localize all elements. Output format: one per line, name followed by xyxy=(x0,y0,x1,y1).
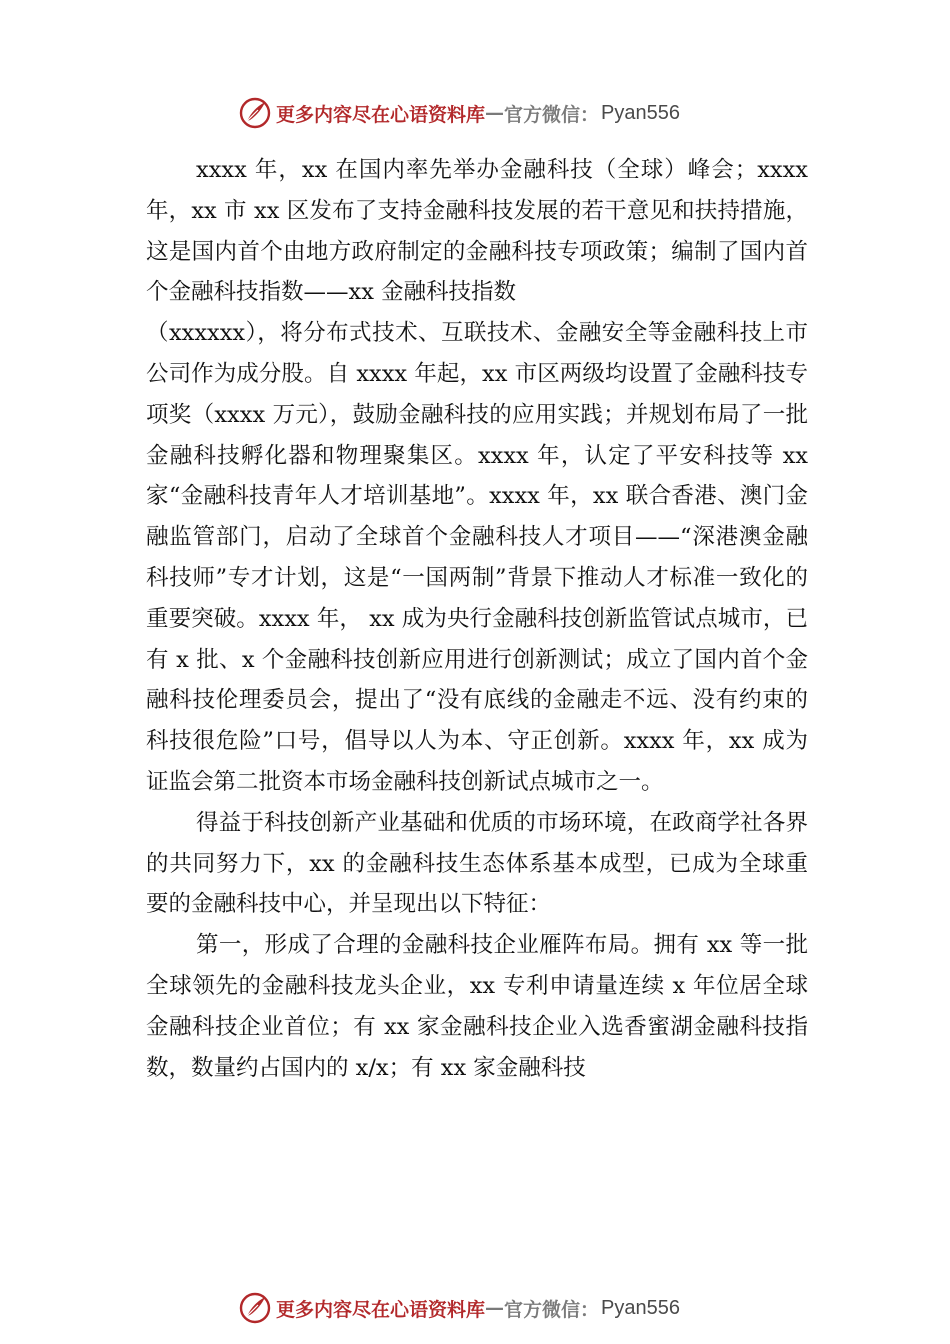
header-channel: 官方微信： xyxy=(504,103,600,126)
header-dash: — xyxy=(485,102,505,124)
quill-pen-circle-icon xyxy=(238,1291,272,1325)
footer-wechat-id: Pyan556 xyxy=(601,1296,680,1319)
paragraph-2: （xxxxxx），将分布式技术、互联技术、金融安全等金融科技上市公司作为成分股。自 xxxx 年起，xx 市区两级均设置了金融科技专项奖（xxxx 万元），鼓励金融科技的应用实践；并规划布局了一批金融科技孵化器和物理聚集区。xxxx 年，认定了平安科技等 xx 家“金融科技青年人才培训基地”。xxxx 年，xx 联合香港、澳门金融监管部门，启动了全球首个金融科技人才项目——“深港澳金融科技师”专才计划，这是“一国两制”背景下推动人才标准一致化的重要突破。xxxx 年， xx 成为央行金融科技创新监管试点城市，已有 x 批、x 个金融科技创新应用进行创新测试；成立了国内首个金融科技伦理委员会，提出了“没有底线的金融走不远、没有约束的科技很危险”口号，倡导以人为本、守正创新。xxxx 年，xx 成为证监会第二批资本市场金融科技创新试点城市之一。 xyxy=(146,320,808,795)
footer-dash: — xyxy=(485,1297,505,1319)
footer-channel: 官方微信： xyxy=(504,1298,600,1321)
footer-site-text: 更多内容尽在心语资料库 xyxy=(276,1298,486,1321)
header-banner xyxy=(238,96,758,130)
paragraph-3: 得益于科技创新产业基础和优质的市场环境，在政商学社各界的共同努力下，xx 的金融科技生态体系基本成型，已成为全球重要的金融科技中心，并呈现出以下特征： xyxy=(146,809,808,918)
quill-pen-circle-icon xyxy=(238,96,272,130)
footer-banner xyxy=(238,1291,758,1325)
header-site-text: 更多内容尽在心语资料库 xyxy=(276,103,486,126)
header-wechat-id: Pyan556 xyxy=(601,101,680,124)
paragraph-1: xxxx 年，xx 在国内率先举办金融科技（全球）峰会；xxxx 年，xx 市 xx 区发布了支持金融科技发展的若干意见和扶持措施，这是国内首个由地方政府制定的金融科技专项政策；编制了国内首个金融科技指数——xx 金融科技指数 xyxy=(146,157,808,306)
paragraph-4: 第一，形成了合理的金融科技企业雁阵布局。拥有 xx 等一批全球领先的金融科技龙头企业，xx 专利申请量连续 x 年位居全球金融科技企业首位；有 xx 家金融科技企业入选香蜜湖金融科技指数，数量约占国内的 x/x；有 xx 家金融科技 xyxy=(146,932,808,1081)
body-text xyxy=(146,150,808,1088)
